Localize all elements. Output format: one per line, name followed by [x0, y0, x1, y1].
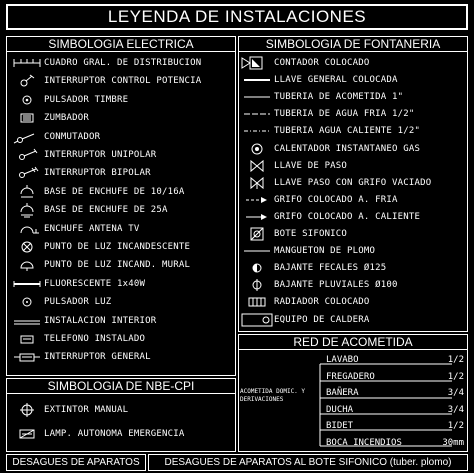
distribution-panel-icon — [10, 55, 44, 71]
hot-tap-icon — [240, 209, 274, 225]
rain-downpipe-icon — [240, 277, 274, 293]
acometida-header: RED DE ACOMETIDA — [238, 335, 468, 350]
acometida-row — [326, 405, 464, 420]
buzzer-icon — [10, 110, 44, 126]
legend-label: LLAVE PASO CON GRIFO VACIADO — [274, 177, 432, 188]
legend-row — [240, 191, 464, 209]
legend-label: TELEFONO INSTALADO — [44, 334, 146, 344]
pipe-diameter: 3/4 — [447, 404, 464, 415]
legend-label: ENCHUFE ANTENA TV — [44, 223, 140, 234]
light-button-icon — [10, 294, 44, 310]
socket-25a-icon — [10, 202, 44, 218]
interior-wiring-icon — [10, 313, 44, 329]
legend-row — [240, 157, 464, 175]
legend-label: TUBERIA DE ACOMETIDA 1" — [274, 92, 404, 103]
fixture-name: DUCHA — [326, 404, 354, 415]
gas-heater-icon — [240, 141, 274, 157]
plumbing-header: SIMBOLOGIA DE FONTANERIA — [238, 37, 468, 52]
footer-right: DESAGUES DE APARATOS AL BOTE SIFONICO (tuber. plomo) — [148, 454, 468, 471]
legend-label: PUNTO DE LUZ INCANDESCENTE — [44, 242, 191, 252]
extinguisher-icon — [10, 402, 44, 418]
legend-row — [240, 140, 464, 158]
legend-row — [10, 128, 232, 146]
single-pole-switch-icon — [10, 147, 44, 163]
acometida-row — [326, 355, 464, 370]
legend-row — [10, 275, 232, 293]
pipe-diameter: 30mm — [442, 437, 464, 448]
legend-label: INTERRUPTOR BIPOLAR — [44, 168, 151, 179]
acometida-row — [326, 388, 464, 403]
stop-valve-icon — [240, 158, 274, 174]
legend-row — [10, 401, 232, 419]
legend-label: GRIFO COLOCADO A. FRIA — [274, 194, 398, 205]
legend-label: INTERRUPTOR UNIPOLAR — [44, 150, 157, 160]
legend-label: PULSADOR LUZ — [44, 297, 112, 308]
main-switch-icon — [10, 349, 44, 365]
legend-label: LLAVE DE PASO — [274, 160, 348, 171]
fluorescent-icon — [10, 276, 44, 292]
power-control-switch-icon — [10, 73, 44, 89]
legend-label: TUBERIA DE AGUA FRIA 1/2" — [274, 109, 415, 120]
cold-tap-icon — [240, 192, 274, 208]
legend-row — [10, 425, 232, 443]
legend-row — [10, 312, 232, 330]
fixture-name: BAÑERA — [326, 388, 359, 398]
legend-label: BOTE SIFONICO — [274, 229, 348, 239]
legend-label: CONTADOR COLOCADO — [274, 58, 370, 68]
footer-left: DESAGUES DE APARATOS — [6, 454, 146, 471]
double-pole-switch-icon — [10, 165, 44, 181]
telephone-icon — [10, 331, 44, 347]
legend-label: GRIFO COLOCADO A. CALIENTE — [274, 211, 421, 222]
legend-row — [10, 201, 232, 219]
meter-icon — [240, 55, 274, 71]
legend-row — [240, 259, 464, 277]
acometida-row — [326, 421, 464, 436]
legend-row — [10, 109, 232, 127]
legend-row — [10, 256, 232, 274]
cold-pipe-icon — [240, 106, 274, 122]
radiator-icon — [240, 294, 274, 310]
hot-pipe-icon — [240, 123, 274, 139]
pipe-diameter: 1/2 — [447, 371, 464, 382]
legend-label: EXTINTOR MANUAL — [44, 405, 129, 415]
legend-row — [240, 276, 464, 294]
legend-row — [240, 293, 464, 311]
legend-label: FLUORESCENTE 1x40W — [44, 278, 146, 289]
legend-row — [10, 293, 232, 311]
fixture-name: LAVABO — [326, 355, 359, 365]
legend-label: BAJANTE PLUVIALES Ø100 — [274, 280, 398, 291]
acometida-row — [326, 372, 464, 387]
legend-row — [240, 311, 464, 329]
legend-row — [10, 54, 232, 72]
acometida-row — [326, 438, 464, 453]
drain-valve-icon — [240, 175, 274, 191]
legend-row — [10, 183, 232, 201]
tv-antenna-socket-icon — [10, 221, 44, 237]
legend-row — [240, 71, 464, 89]
legend-label: LAMP. AUTONOMA EMERGENCIA — [44, 429, 185, 439]
pipe-diameter: 3/4 — [447, 388, 464, 398]
legend-label: EQUIPO DE CALDERA — [274, 314, 370, 325]
legend-label: PUNTO DE LUZ INCAND. MURAL — [44, 260, 191, 271]
siphon-pot-icon — [240, 226, 274, 242]
sewage-downpipe-icon — [240, 260, 274, 276]
legend-row — [240, 88, 464, 106]
nbe-header: SIMBOLOGIA DE NBE-CPI — [6, 379, 236, 394]
incandescent-light-icon — [10, 239, 44, 255]
boiler-icon — [240, 312, 274, 328]
changeover-switch-icon — [10, 129, 44, 145]
legend-row — [10, 220, 232, 238]
legend-row — [10, 238, 232, 256]
legend-label: CUADRO GRAL. DE DISTRIBUCION — [44, 58, 202, 68]
legend-row — [240, 225, 464, 243]
pipe-diameter: 1/2 — [447, 355, 464, 365]
legend-row — [240, 105, 464, 123]
legend-row — [240, 54, 464, 72]
legend-label: TUBERIA AGUA CALIENTE 1/2" — [274, 126, 421, 137]
legend-label: CONMUTADOR — [44, 131, 101, 142]
legend-row — [240, 122, 464, 140]
legend-label: LLAVE GENERAL COLOCADA — [274, 75, 398, 86]
socket-16a-icon — [10, 184, 44, 200]
legend-row — [10, 72, 232, 90]
legend-label: BASE DE ENCHUFE DE 25A — [44, 205, 168, 216]
supply-pipe-icon — [240, 89, 274, 105]
legend-row — [10, 330, 232, 348]
legend-label: INSTALACION INTERIOR — [44, 315, 157, 326]
legend-label: PULSADOR TIMBRE — [44, 94, 129, 105]
legend-label: MANGUETON DE PLOMO — [274, 246, 376, 257]
legend-row — [10, 164, 232, 182]
legend-label: RADIADOR COLOCADO — [274, 297, 370, 308]
legend-row — [240, 174, 464, 192]
legend-label: ZUMBADOR — [44, 113, 89, 124]
fixture-name: FREGADERO — [326, 371, 375, 382]
wall-light-icon — [10, 257, 44, 273]
legend-row — [10, 91, 232, 109]
fixture-name: BOCA INCENDIOS — [326, 437, 402, 448]
emergency-lamp-icon — [10, 426, 44, 442]
legend-row — [240, 242, 464, 260]
legend-label: BAJANTE FECALES Ø125 — [274, 263, 387, 274]
legend-label: INTERRUPTOR CONTROL POTENCIA — [44, 76, 202, 87]
bell-button-icon — [10, 92, 44, 108]
fixture-name: BIDET — [326, 421, 354, 431]
lead-sleeve-icon — [240, 243, 274, 259]
pipe-diameter: 1/2 — [447, 421, 464, 431]
legend-row — [10, 348, 232, 366]
acometida-note: ACOMETIDA DOMIC. Y DERIVACIONES — [240, 388, 306, 403]
legend-label: INTERRUPTOR GENERAL — [44, 352, 151, 363]
legend-row — [10, 146, 232, 164]
legend-label: CALENTADOR INSTANTANEO GAS — [274, 143, 421, 154]
legend-row — [240, 208, 464, 226]
electrical-header: SIMBOLOGIA ELECTRICA — [6, 37, 236, 52]
main-valve-icon — [240, 72, 274, 88]
legend-label: BASE DE ENCHUFE DE 10/16A — [44, 186, 185, 197]
legend-title: LEYENDA DE INSTALACIONES — [6, 4, 468, 30]
